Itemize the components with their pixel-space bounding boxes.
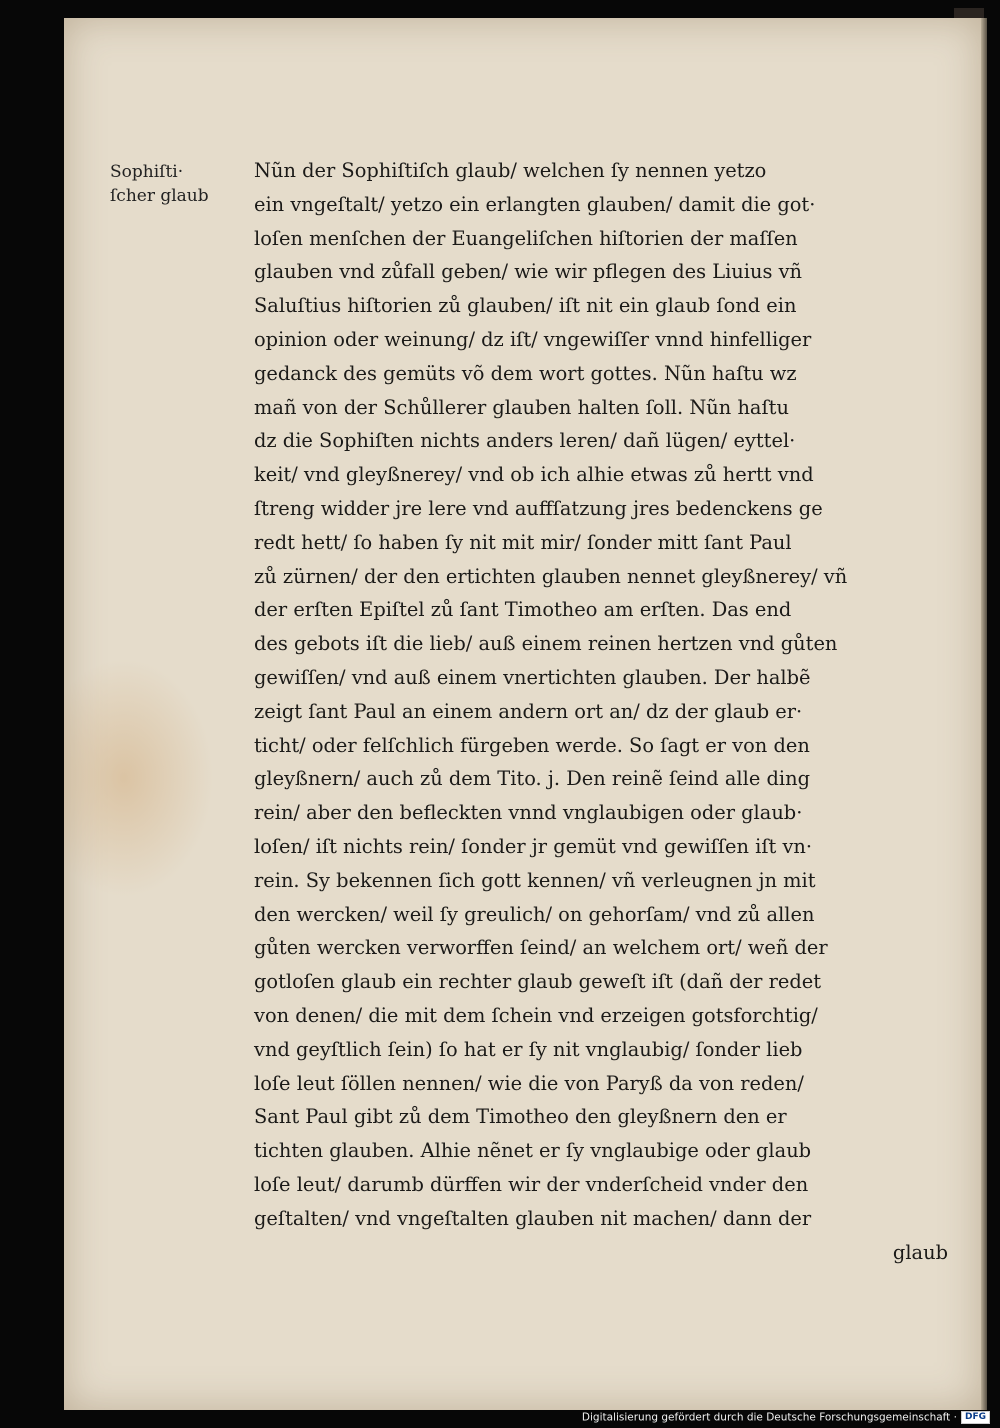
text-line: von denen/ die mit dem ſchein vnd erzeigen gotsforchtig/	[254, 1003, 818, 1027]
text-line: loſen/ iſt nichts rein/ ſonder jr gemüt vnd gewiſſen iſt vn·	[254, 834, 813, 858]
text-line: gewiſſen/ vnd auß einem vnertichten glauben. Der halbẽ	[254, 665, 811, 689]
text-line: geſtalten/ vnd vngeſtalten glauben nit machen/ dann der	[254, 1206, 812, 1230]
text-line: des gebots iſt die lieb/ auß einem reinen hertzen vnd gůten	[254, 632, 838, 656]
marginal-note-line: ſcher glaub	[110, 186, 209, 206]
text-line: ticht/ oder felſchlich fürgeben werde. So ſagt er von den	[254, 733, 810, 757]
text-line: keit/ vnd gleyßnerey/ vnd ob ich alhie etwas zů hertt vnd	[254, 463, 814, 487]
text-line: Saluſtius hiſtorien zů glauben/ iſt nit ein glaub ſond ein	[254, 294, 797, 318]
dfg-logo: DFG	[961, 1411, 990, 1424]
credit-text: Digitalisierung gefördert durch die Deutsche Forschungsgemeinschaft ·	[581, 1411, 957, 1424]
text-line: glauben vnd zůfall geben/ wie wir pflegen des Liuius vñ	[254, 260, 803, 284]
text-line: gleyßnern/ auch zů dem Tito. j. Den reinẽ ſeind alle ding	[254, 767, 810, 791]
text-line: zeigt ſant Paul an einem andern ort an/ dz der glaub er·	[254, 699, 803, 723]
text-line: gotloſen glaub ein rechter glaub geweſt iſt (dañ der redet	[254, 970, 822, 994]
text-line: ein vngeſtalt/ yetzo ein erlangten glauben/ damit die got·	[254, 192, 816, 216]
text-line: zů zürnen/ der den ertichten glauben nennet gleyßnerey/ vñ	[254, 564, 848, 588]
text-line: Nũn der Sophiſtiſch glaub/ welchen ſy nennen yetzo	[254, 159, 767, 182]
page-edge	[981, 18, 987, 1410]
text-line: ſtreng widder jre lere vnd auffſatzung jres bedenckens ge	[254, 496, 823, 520]
marginal-note	[110, 160, 250, 208]
text-line: opinion oder weinung/ dz iſt/ vngewiſſer vnnd hinfelliger	[254, 327, 812, 351]
text-line: gůten wercken verworffen ſeind/ an welchem ort/ weñ der	[254, 936, 828, 960]
text-line: loſen menſchen der Euangeliſchen hiſtorien der maſſen	[254, 226, 798, 250]
catchword: glaub	[892, 1240, 948, 1264]
text-line: vnd geyſtlich ſein) ſo hat er ſy nit vnglaubig/ ſonder lieb	[254, 1037, 803, 1061]
text-line: loſe leut/ darumb dürffen wir der vnderſcheid vnder den	[254, 1172, 809, 1196]
body-text	[254, 154, 954, 1269]
text-line: den wercken/ weil ſy greulich/ on gehorſam/ vnd zů allen	[254, 902, 815, 926]
text-line: tichten glauben. Alhie nẽnet er ſy vnglaubige oder glaub	[254, 1139, 812, 1163]
text-line: der erſten Epiſtel zů ſant Timotheo am erſten. Das end	[254, 598, 792, 622]
text-line: rein. Sy bekennen ſich gott kennen/ vñ verleugnen jn mit	[254, 868, 816, 892]
text-line: mañ von der Schůllerer glauben halten ſoll. Nũn haſtu	[254, 395, 789, 419]
digitization-credit	[582, 1411, 990, 1424]
text-line: Sant Paul gibt zů dem Timotheo den gleyßnern den er	[254, 1105, 787, 1129]
text-line: loſe leut ſöllen nennen/ wie die von Paryß da von reden/	[254, 1071, 804, 1095]
text-line: rein/ aber den befleckten vnnd vnglaubigen oder glaub·	[254, 801, 803, 825]
text-line: gedanck des gemüts võ dem wort gottes. Nũn haſtu wz	[254, 361, 797, 385]
text-line: dz die Sophiſten nichts anders leren/ dañ lügen/ eyttel·	[254, 429, 796, 453]
marginal-note-line: Sophiſti·	[110, 162, 184, 182]
text-line: redt hett/ ſo haben ſy nit mit mir/ ſonder mitt ſant Paul	[254, 530, 792, 554]
